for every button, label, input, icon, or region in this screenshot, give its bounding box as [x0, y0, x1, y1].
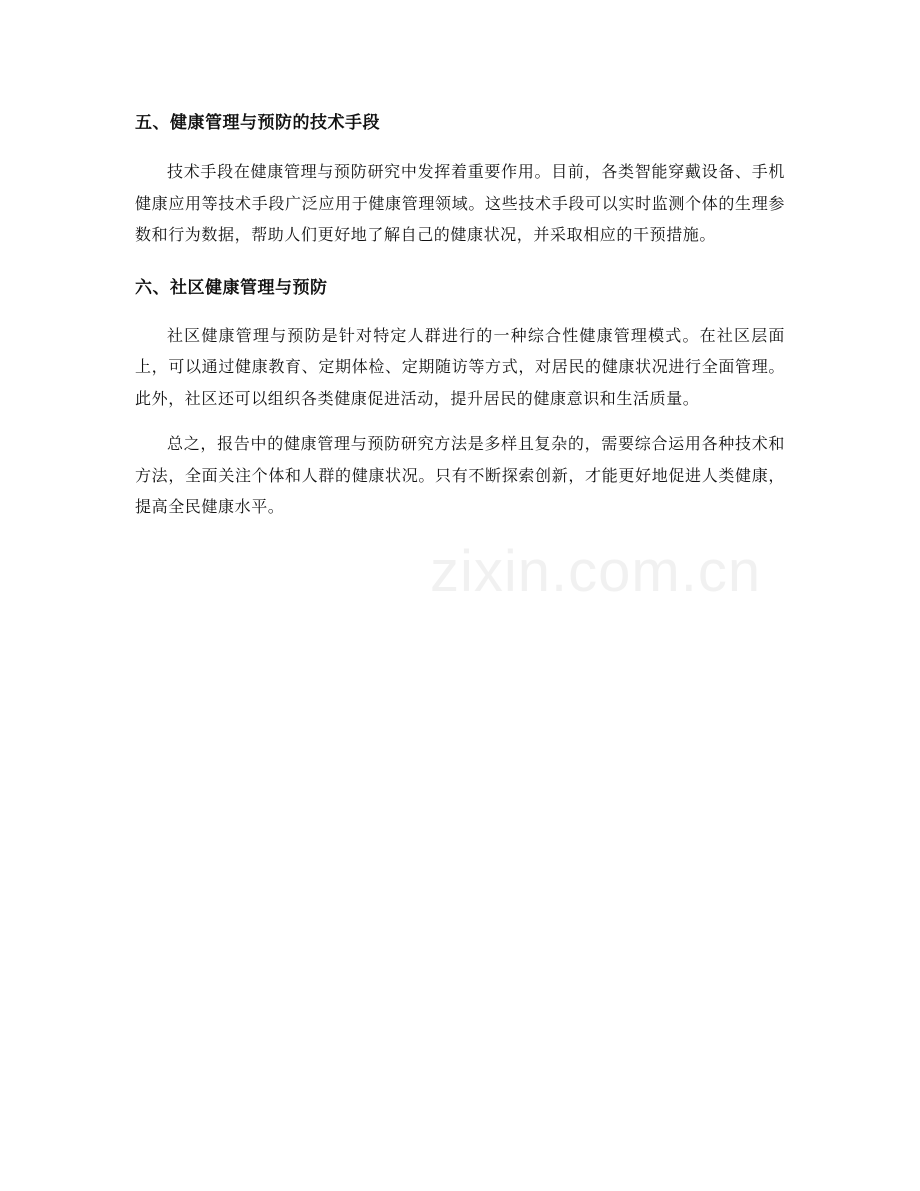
watermark-text: zixin.com.cn: [430, 539, 762, 604]
conclusion-paragraph: 总之，报告中的健康管理与预防研究方法是多样且复杂的，需要综合运用各种技术和方法，全面关注个体和人群的健康状况。只有不断探索创新，才能更好地促进人类健康，提高全民健康水平。: [135, 434, 785, 516]
section-heading-technical-means: 五、健康管理与预防的技术手段: [135, 113, 380, 133]
document-body: [135, 108, 785, 523]
section-paragraph-technical-means: 技术手段在健康管理与预防研究中发挥着重要作用。目前，各类智能穿戴设备、手机健康应用等技术手段广泛应用于健康管理领域。这些技术手段可以实时监测个体的生理参数和行为数据，帮助人们更好地了解自己的健康状况，并采取相应的干预措施。: [135, 162, 785, 244]
section-heading-community-health: 六、社区健康管理与预防: [135, 277, 328, 298]
section-paragraph-community-health: 社区健康管理与预防是针对特定人群进行的一种综合性健康管理模式。在社区层面上，可以通过健康教育、定期体检、定期随访等方式，对居民的健康状况进行全面管理。此外，社区还可以组织各类健康促进活动，提升居民的健康意识和生活质量。: [135, 325, 785, 408]
